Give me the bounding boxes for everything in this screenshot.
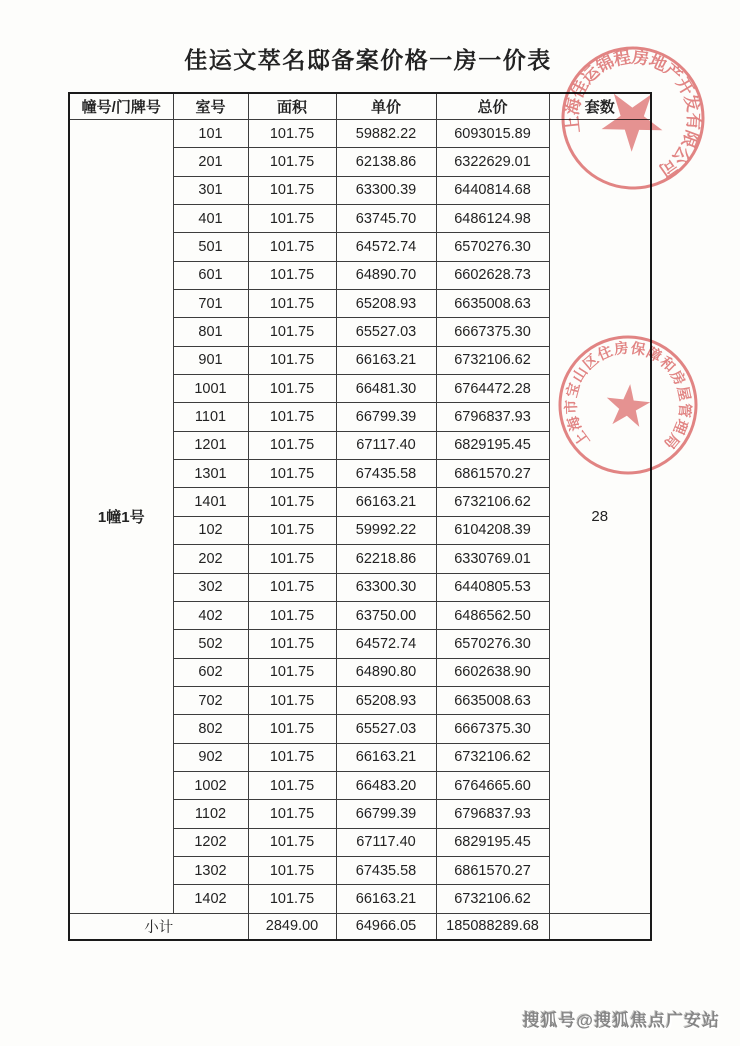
cell-total-price: 6796837.93 [436, 403, 549, 431]
cell-room-number: 901 [173, 346, 248, 374]
cell-area: 101.75 [248, 743, 336, 771]
subtotal-unit-count-empty [549, 913, 651, 940]
cell-total-price: 6440814.68 [436, 176, 549, 204]
col-header-unit-price: 单价 [336, 93, 436, 120]
cell-room-number: 402 [173, 601, 248, 629]
cell-area: 101.75 [248, 205, 336, 233]
cell-total-price: 6486562.50 [436, 601, 549, 629]
cell-room-number: 201 [173, 148, 248, 176]
cell-total-price: 6635008.63 [436, 290, 549, 318]
cell-area: 101.75 [248, 120, 336, 148]
cell-area: 101.75 [248, 856, 336, 884]
cell-total-price: 6732106.62 [436, 346, 549, 374]
cell-area: 101.75 [248, 375, 336, 403]
cell-unit-price: 63745.70 [336, 205, 436, 233]
subtotal-row [69, 913, 651, 940]
cell-total-price: 6635008.63 [436, 686, 549, 714]
cell-unit-price: 67117.40 [336, 828, 436, 856]
cell-room-number: 702 [173, 686, 248, 714]
cell-unit-price: 66163.21 [336, 885, 436, 913]
cell-room-number: 1202 [173, 828, 248, 856]
seal-star-icon [592, 76, 675, 159]
cell-area: 101.75 [248, 658, 336, 686]
cell-unit-price: 64890.70 [336, 261, 436, 289]
cell-room-number: 302 [173, 573, 248, 601]
cell-unit-price: 59992.22 [336, 516, 436, 544]
cell-area: 101.75 [248, 545, 336, 573]
cell-unit-price: 59882.22 [336, 120, 436, 148]
cell-room-number: 1401 [173, 488, 248, 516]
col-header-area: 面积 [248, 93, 336, 120]
cell-unit-price: 64572.74 [336, 233, 436, 261]
cell-room-number: 602 [173, 658, 248, 686]
cell-room-number: 501 [173, 233, 248, 261]
cell-area: 101.75 [248, 460, 336, 488]
cell-room-number: 1402 [173, 885, 248, 913]
cell-unit-price: 64572.74 [336, 630, 436, 658]
col-header-total-price: 总价 [436, 93, 549, 120]
cell-area: 101.75 [248, 176, 336, 204]
cell-unit-price: 67435.58 [336, 856, 436, 884]
subtotal-unit-price: 64966.05 [336, 913, 436, 940]
cell-total-price: 6330769.01 [436, 545, 549, 573]
cell-area: 101.75 [248, 346, 336, 374]
cell-room-number: 1102 [173, 800, 248, 828]
cell-room-number: 701 [173, 290, 248, 318]
cell-unit-price: 66483.20 [336, 771, 436, 799]
cell-building-number: 1幢1号 [69, 120, 173, 914]
cell-room-number: 902 [173, 743, 248, 771]
cell-room-number: 801 [173, 318, 248, 346]
cell-unit-count: 28 [549, 120, 651, 914]
cell-total-price: 6093015.89 [436, 120, 549, 148]
cell-area: 101.75 [248, 516, 336, 544]
cell-unit-price: 63300.39 [336, 176, 436, 204]
watermark: 搜狐号@搜狐焦点广安站 [522, 1011, 720, 1030]
cell-room-number: 401 [173, 205, 248, 233]
cell-total-price: 6861570.27 [436, 460, 549, 488]
cell-area: 101.75 [248, 601, 336, 629]
cell-area: 101.75 [248, 318, 336, 346]
cell-area: 101.75 [248, 800, 336, 828]
cell-unit-price: 65527.03 [336, 318, 436, 346]
cell-unit-price: 66163.21 [336, 743, 436, 771]
cell-area: 101.75 [248, 715, 336, 743]
government-seal-stamp [556, 333, 700, 477]
cell-unit-price: 66163.21 [336, 346, 436, 374]
cell-room-number: 802 [173, 715, 248, 743]
company-seal-stamp [558, 43, 708, 193]
company-seal-text: 上海佳运锦程房地产开发有限公司 [562, 47, 704, 181]
cell-unit-price: 66799.39 [336, 403, 436, 431]
cell-total-price: 6796837.93 [436, 800, 549, 828]
subtotal-label: 小计 [69, 913, 248, 940]
cell-room-number: 1302 [173, 856, 248, 884]
cell-unit-price: 67117.40 [336, 431, 436, 459]
cell-area: 101.75 [248, 261, 336, 289]
cell-unit-price: 65527.03 [336, 715, 436, 743]
cell-room-number: 101 [173, 120, 248, 148]
cell-area: 101.75 [248, 488, 336, 516]
cell-total-price: 6322629.01 [436, 148, 549, 176]
cell-area: 101.75 [248, 403, 336, 431]
cell-area: 101.75 [248, 233, 336, 261]
cell-total-price: 6829195.45 [436, 431, 549, 459]
cell-unit-price: 63300.30 [336, 573, 436, 601]
cell-total-price: 6486124.98 [436, 205, 549, 233]
cell-room-number: 102 [173, 516, 248, 544]
cell-unit-price: 66163.21 [336, 488, 436, 516]
col-header-room: 室号 [173, 93, 248, 120]
cell-total-price: 6861570.27 [436, 856, 549, 884]
cell-total-price: 6667375.30 [436, 318, 549, 346]
cell-room-number: 301 [173, 176, 248, 204]
cell-total-price: 6602628.73 [436, 261, 549, 289]
cell-area: 101.75 [248, 828, 336, 856]
cell-total-price: 6732106.62 [436, 743, 549, 771]
cell-total-price: 6829195.45 [436, 828, 549, 856]
cell-room-number: 1001 [173, 375, 248, 403]
subtotal-area: 2849.00 [248, 913, 336, 940]
col-header-building: 幢号/门牌号 [69, 93, 173, 120]
cell-total-price: 6570276.30 [436, 233, 549, 261]
cell-total-price: 6764665.60 [436, 771, 549, 799]
cell-unit-price: 66799.39 [336, 800, 436, 828]
cell-area: 101.75 [248, 630, 336, 658]
cell-area: 101.75 [248, 686, 336, 714]
government-seal-text: 上海市宝山区住房保障和房屋管理局 [563, 340, 693, 452]
cell-room-number: 1201 [173, 431, 248, 459]
cell-room-number: 1101 [173, 403, 248, 431]
cell-area: 101.75 [248, 290, 336, 318]
seal-star-icon [604, 382, 652, 428]
cell-unit-price: 62138.86 [336, 148, 436, 176]
cell-unit-price: 62218.86 [336, 545, 436, 573]
cell-total-price: 6667375.30 [436, 715, 549, 743]
cell-total-price: 6104208.39 [436, 516, 549, 544]
cell-unit-price: 65208.93 [336, 290, 436, 318]
cell-unit-price: 64890.80 [336, 658, 436, 686]
cell-total-price: 6440805.53 [436, 573, 549, 601]
cell-room-number: 502 [173, 630, 248, 658]
cell-room-number: 601 [173, 261, 248, 289]
cell-total-price: 6602638.90 [436, 658, 549, 686]
cell-unit-price: 66481.30 [336, 375, 436, 403]
table-body [69, 120, 651, 914]
page-title: 佳运文萃名邸备案价格一房一价表 [184, 47, 552, 73]
col-header-unit-count: 套数 [549, 93, 651, 120]
cell-area: 101.75 [248, 771, 336, 799]
cell-total-price: 6570276.30 [436, 630, 549, 658]
cell-total-price: 6732106.62 [436, 885, 549, 913]
cell-room-number: 202 [173, 545, 248, 573]
cell-unit-price: 65208.93 [336, 686, 436, 714]
cell-area: 101.75 [248, 148, 336, 176]
subtotal-total-price: 185088289.68 [436, 913, 549, 940]
cell-area: 101.75 [248, 573, 336, 601]
cell-area: 101.75 [248, 885, 336, 913]
cell-unit-price: 67435.58 [336, 460, 436, 488]
price-table [68, 92, 652, 941]
cell-total-price: 6764472.28 [436, 375, 549, 403]
cell-area: 101.75 [248, 431, 336, 459]
cell-total-price: 6732106.62 [436, 488, 549, 516]
cell-unit-price: 63750.00 [336, 601, 436, 629]
cell-room-number: 1301 [173, 460, 248, 488]
cell-room-number: 1002 [173, 771, 248, 799]
